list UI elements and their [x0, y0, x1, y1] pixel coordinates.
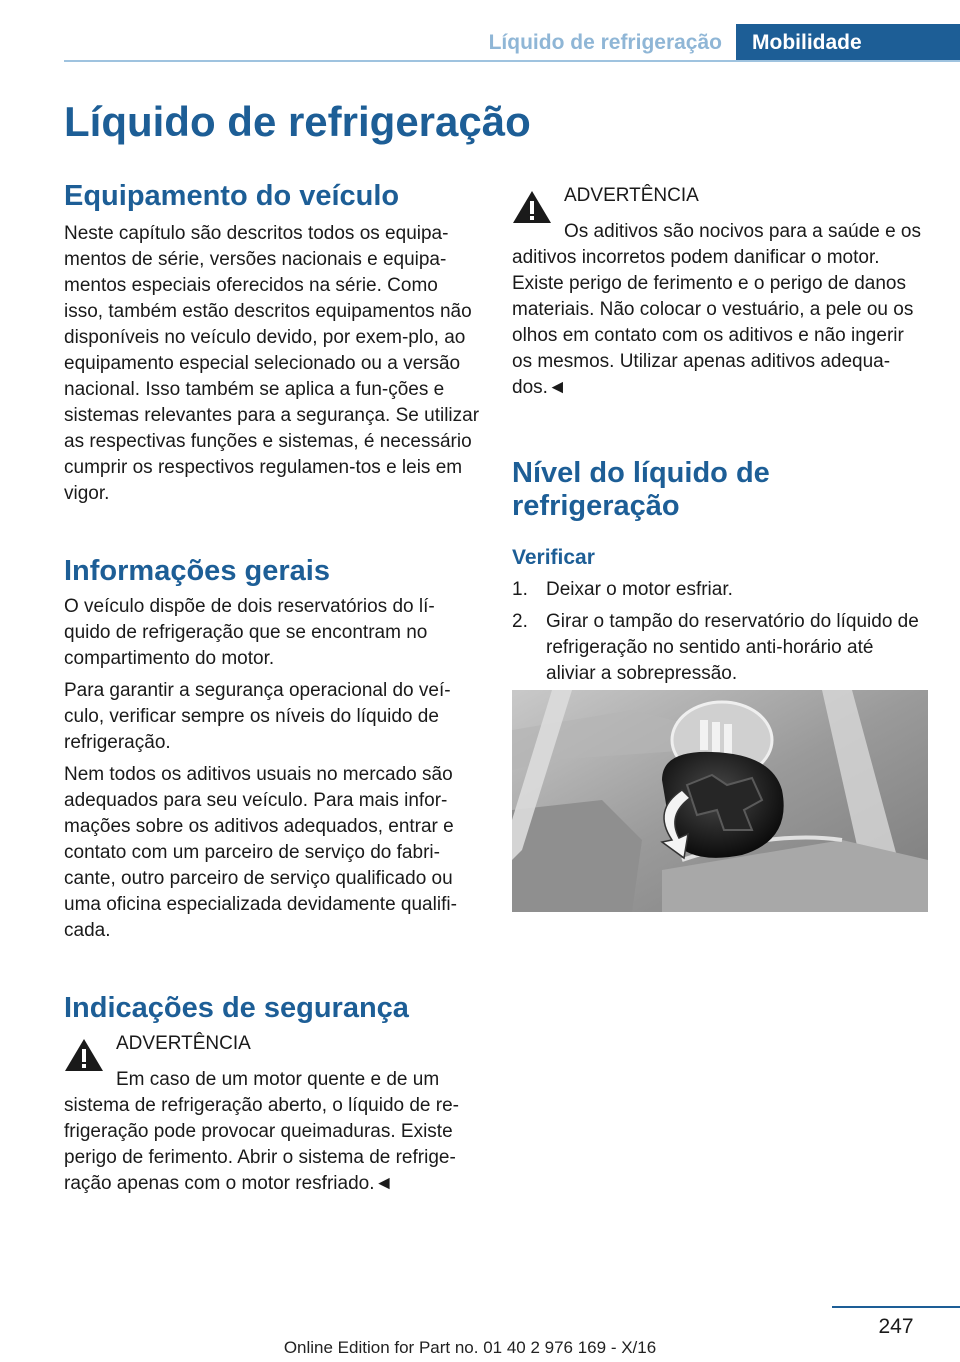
left-column	[64, 180, 480, 1197]
right-column	[512, 183, 928, 687]
warning-label: ADVERTÊNCIA	[564, 185, 699, 206]
steps-list	[512, 577, 928, 687]
warning-triangle-icon	[64, 1037, 104, 1073]
paragraph-equipment: Neste capítulo são descritos todos os equipa-mentos de série, versões nacionais e equipa-mentos especiais oferecidos na série. Como isso, também estão descritos equipamentos não disponíveis no veículo devido, por exem-plo, ao equipamento especial selecionado ou a versão nacional. Isso também se aplica a fun-ções e sistemas relevantes para a segurança. Se utilizar as respectivas funções e sistemas, é necessário cumprir os respectivos regulamen-tos e leis em vigor.	[64, 223, 480, 504]
step-number: 2.	[512, 611, 528, 632]
heading-equipment: Equipamento do veículo	[64, 180, 400, 212]
warning-safety	[64, 1031, 480, 1197]
paragraph-general-1: O veículo dispõe de dois reservatórios do lí-quido de refrigeração que se encontram no compartimento do motor.	[64, 596, 435, 669]
header-section-title: Líquido de refrigeração	[488, 31, 722, 54]
coolant-cap-photo	[512, 690, 928, 912]
warning-additives-text: Os aditivos são nocivos para a saúde e os aditivos incorretos podem danificar o motor. Existe perigo de ferimento e o perigo de danos materiais. Não colocar o vestuário, a pele ou os olhos em contato com os aditivos e não ingerir os mesmos. Utilizar apenas aditivos adequa-dos.◄	[512, 221, 921, 398]
warning-label: ADVERTÊNCIA	[116, 1033, 251, 1054]
heading-safety: Indicações de segurança	[64, 992, 409, 1024]
heading-coolant-level: Nível do líquido de refrigeração	[512, 457, 770, 522]
footer-rule	[832, 1306, 960, 1308]
step-text: Girar o tampão do reservatório do líquido de refrigeração no sentido anti-horário até aliviar a sobrepressão.	[546, 611, 919, 684]
paragraph-general-2: Para garantir a segurança operacional do veí-culo, verificar sempre os níveis do líquido de refrigeração.	[64, 680, 451, 753]
step-item	[512, 577, 928, 603]
edition-note: Online Edition for Part no. 01 40 2 976 169 - X/16	[283, 1338, 657, 1357]
warning-additives	[512, 183, 928, 401]
paragraph-general-3: Nem todos os aditivos usuais no mercado são adequados para seu veículo. Para mais infor-mações sobre os aditivos adequados, entrar e contato com um parceiro de serviço do fabri-cante, outro parceiro de serviço qualificado ou uma oficina especializada devidamente qualifi-cada.	[64, 764, 457, 941]
step-item	[512, 609, 928, 687]
page-number: 247	[878, 1315, 914, 1338]
header-rule	[64, 60, 960, 62]
subheading-check: Verificar	[512, 546, 595, 569]
header-chapter-tab: Mobilidade	[736, 24, 960, 62]
step-number: 1.	[512, 579, 528, 600]
warning-safety-text: Em caso de um motor quente e de um sistema de refrigeração aberto, o líquido de re-frigeração pode provocar queimaduras. Existe perigo de ferimento. Abrir o sistema de refrige-ração apenas com o motor resfriado.◄	[64, 1069, 459, 1194]
heading-general-info: Informações gerais	[64, 555, 330, 587]
step-text: Deixar o motor esfriar.	[546, 579, 733, 600]
warning-triangle-icon	[512, 189, 552, 225]
page-title: Líquido de refrigeração	[64, 98, 531, 145]
